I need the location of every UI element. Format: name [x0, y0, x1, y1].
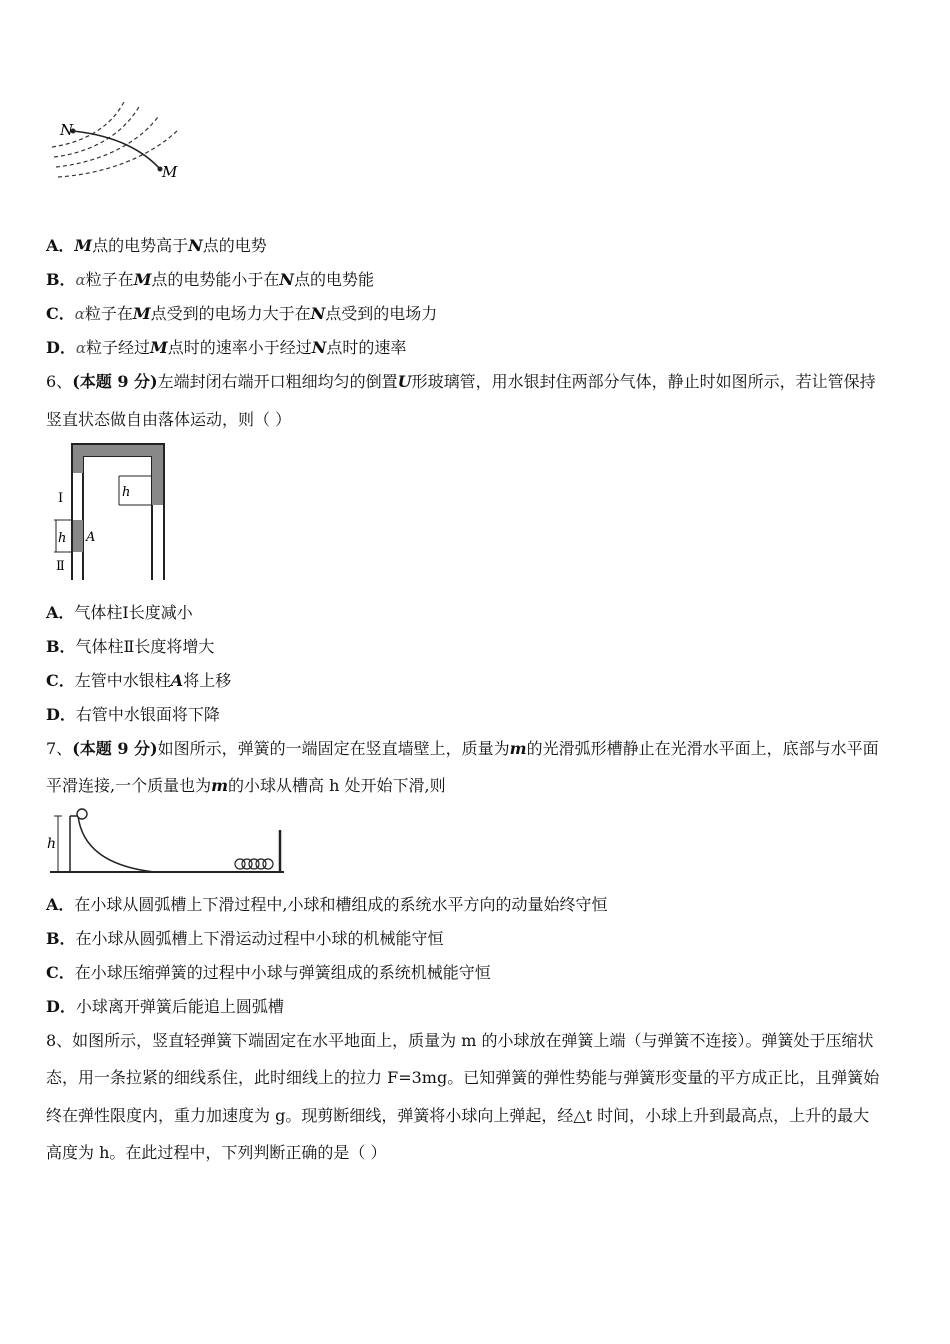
q5-option-d[interactable]: D．α粒子经过M点时的速率小于经过N点时的速率 [46, 338, 407, 357]
q7-stem-line2: 平滑连接,一个质量也为m的小球从槽高 h 处开始下滑,则 [46, 776, 446, 795]
q8-stem-line2: 态，用一条拉紧的细线系住，此时细线上的拉力 F=3mg。已知弹簧的弹性势能与弹簧形变量的平方成正比，且弹簧始 [46, 1068, 880, 1087]
arc-slot [70, 816, 154, 872]
label-n: N [60, 121, 74, 139]
q7-option-b[interactable]: B．在小球从圆弧槽上下滑运动过程中小球的机械能守恒 [46, 929, 444, 948]
label-h: h [47, 836, 57, 852]
q7-option-c[interactable]: C．在小球压缩弹簧的过程中小球与弹簧组成的系统机械能守恒 [46, 963, 491, 982]
q6-option-c[interactable]: C．左管中水银柱A将上移 [46, 671, 232, 690]
spring [235, 859, 273, 869]
label-gas-2: Ⅱ [56, 559, 65, 574]
q7-option-d[interactable]: D．小球离开弹簧后能追上圆弧槽 [46, 997, 284, 1016]
mercury-top [83, 445, 152, 456]
q7-stem-line1: 7、(本题 9 分)如图所示，弹簧的一端固定在竖直墙壁上，质量为m的光滑弧形槽静止在光滑水平面上，底部与水平面 [46, 739, 879, 758]
q5-option-c[interactable]: C．α粒子在M点受到的电场力大于在N点受到的电场力 [46, 304, 438, 323]
q6-stem-line1: 6、(本题 9 分)左端封闭右端开口粗细均匀的倒置U形玻璃管，用水银封住两部分气体，静止时如图所示，若让管保持 [46, 372, 876, 391]
q6-stem-line2: 竖直状态做自由落体运动，则（ ） [46, 410, 292, 429]
label-a: A [86, 530, 96, 545]
q8-stem-line4: 高度为 h。在此过程中，下列判断正确的是（ ） [46, 1143, 387, 1162]
mercury-left-top [73, 445, 83, 473]
q8-stem-line3: 终在弹性限度内，重力加速度为 g。现剪断细线，弹簧将小球向上弹起，经△t 时间，小球上升到最高点，上升的最大 [46, 1106, 870, 1125]
q8-stem-line1: 8、如图所示，竖直轻弹簧下端固定在水平地面上，质量为 m 的小球放在弹簧上端（与弹簧不连接）。弹簧处于压缩状 [46, 1031, 874, 1050]
label-gas-1: Ⅰ [58, 491, 64, 506]
tube-outer [72, 444, 164, 580]
q6-option-b[interactable]: B．气体柱Ⅱ长度将增大 [46, 637, 215, 656]
ball [77, 809, 87, 819]
q5-option-b[interactable]: B．α粒子在M点的电势能小于在N点的电势能 [46, 270, 375, 289]
mercury-right [152, 445, 163, 505]
label-h-left: h [58, 531, 67, 546]
label-m: M [162, 163, 178, 181]
mercury-column-a [73, 520, 83, 552]
q6-option-a[interactable]: A．气体柱Ⅰ长度减小 [46, 603, 193, 622]
q7-option-a[interactable]: A．在小球从圆弧槽上下滑过程中,小球和槽组成的系统水平方向的动量始终守恒 [46, 895, 608, 914]
electric-field-figure [40, 95, 190, 190]
label-h-right: h [122, 485, 131, 500]
q5-option-a[interactable]: A．M点的电势高于N点的电势 [46, 236, 267, 255]
tube-inner [83, 456, 152, 580]
arc-slot-figure [44, 806, 289, 878]
u-tube-figure [44, 440, 174, 585]
q6-option-d[interactable]: D．右管中水银面将下降 [46, 705, 220, 724]
